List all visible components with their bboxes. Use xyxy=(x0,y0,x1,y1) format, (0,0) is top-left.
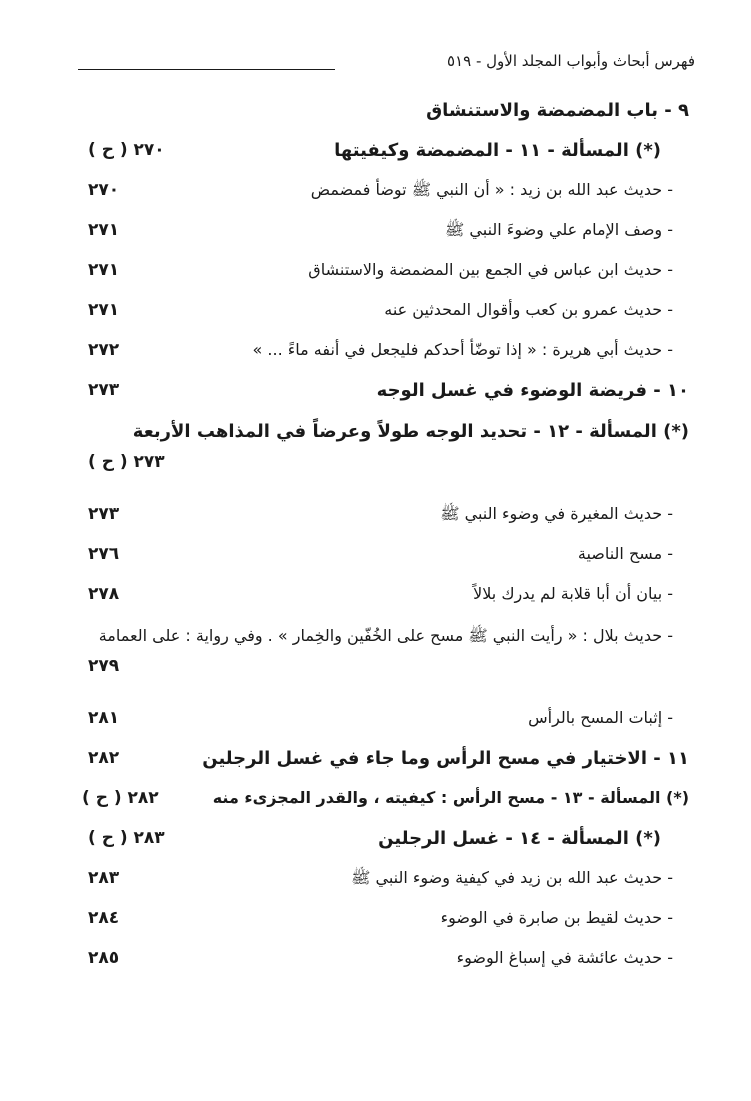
entry-text: - حديث المغيرة في وضوء النبي ﷺ xyxy=(440,504,673,523)
index-entry xyxy=(0,536,751,576)
index-entry xyxy=(0,576,751,616)
index-entry xyxy=(0,820,751,860)
index-entry xyxy=(0,616,751,700)
entry-page: ٢٧١ xyxy=(88,260,120,280)
entry-page: ٢٨٤ xyxy=(88,908,120,928)
entry-page: ٢٨٢ ( ح ) xyxy=(82,788,159,808)
entry-text: ١٠ - فريضة الوضوء في غسل الوجه xyxy=(376,380,689,401)
entry-page: ٢٨٣ xyxy=(88,868,120,888)
entry-text: - حديث أبي هريرة : « إذا توضّأ أحدكم فليجعل في أنفه ماءً ... » xyxy=(252,340,673,359)
entry-text: (*) المسألة - ١٣ - مسح الرأس : كيفيته ، والقدر المجزىء منه xyxy=(212,788,689,807)
running-header: فهرس أبحاث وأبواب المجلد الأول - ٥١٩ xyxy=(447,52,695,70)
entry-text: (*) المسألة - ١١ - المضمضة وكيفيتها xyxy=(334,140,661,161)
entry-page: ٢٧٢ xyxy=(88,340,120,360)
entry-text: (*) المسألة - ١٤ - غسل الرجلين xyxy=(378,828,661,849)
page-header xyxy=(78,52,695,82)
entry-text: - بيان أن أبا قلابة لم يدرك بلالاً xyxy=(473,584,673,603)
index-entry xyxy=(0,412,751,496)
entry-page: ٢٨١ xyxy=(88,708,120,728)
index-entry xyxy=(0,700,751,740)
index-entry xyxy=(0,900,751,940)
entry-page: ٢٧٨ xyxy=(88,584,120,604)
index-entry xyxy=(0,496,751,536)
index-entry xyxy=(0,372,751,412)
index-entry xyxy=(0,252,751,292)
index-entry xyxy=(0,172,751,212)
entry-text: - مسح الناصية xyxy=(577,544,673,563)
index-entry xyxy=(0,332,751,372)
entry-page: ٢٧٠ ( ح ) xyxy=(88,140,165,160)
entry-page: ٢٧١ xyxy=(88,220,120,240)
index-entry xyxy=(0,740,751,780)
entry-text: - حديث بلال : « رأيت النبي ﷺ مسح على الخُفّين والخِمار » . وفي رواية : على العمامة xyxy=(98,626,673,645)
index-entry xyxy=(0,132,751,172)
entry-text: ١١ - الاختيار في مسح الرأس وما جاء في غسل الرجلين xyxy=(202,748,689,769)
index-entry xyxy=(0,212,751,252)
entry-text: - حديث عمرو بن كعب وأقوال المحدثين عنه xyxy=(384,300,673,319)
entry-page: ٢٧٠ xyxy=(88,180,120,200)
header-rule xyxy=(78,69,335,70)
entry-page: ٢٧٣ xyxy=(88,380,120,400)
entry-page: ٢٧١ xyxy=(88,300,120,320)
entry-page: ٢٧٦ xyxy=(88,544,120,564)
entry-page: ٢٧٣ ( ح ) xyxy=(88,452,165,472)
entry-page: ٢٧٣ xyxy=(88,504,120,524)
entry-text: - حديث عائشة في إسباغ الوضوء xyxy=(456,948,673,967)
entry-text: - حديث عبد الله بن زيد في كيفية وضوء النبي ﷺ xyxy=(351,868,673,887)
index-entry xyxy=(0,292,751,332)
entry-text: - حديث ابن عباس في الجمع بين المضمضة والاستنشاق xyxy=(308,260,673,279)
index-entry xyxy=(0,940,751,980)
entry-page: ٢٧٩ xyxy=(88,656,120,676)
entry-text: - وصف الإمام علي وضوءَ النبي ﷺ xyxy=(444,220,673,239)
entry-text: - حديث عبد الله بن زيد : « أن النبي ﷺ توضأ فمضمض xyxy=(310,180,673,199)
index-list xyxy=(0,92,751,980)
index-entry xyxy=(0,860,751,900)
entry-page: ٢٨٥ xyxy=(88,948,120,968)
entry-page: ٢٨٣ ( ح ) xyxy=(88,828,165,848)
entry-page: ٢٨٢ xyxy=(88,748,120,768)
entry-text: ٩ - باب المضمضة والاستنشاق xyxy=(426,100,689,121)
entry-text: - حديث لقيط بن صابرة في الوضوء xyxy=(440,908,673,927)
index-entry xyxy=(0,92,751,132)
entry-text: - إثبات المسح بالرأس xyxy=(528,708,673,727)
index-entry xyxy=(0,780,751,820)
entry-text: (*) المسألة - ١٢ - تحديد الوجه طولاً وعرضاً في المذاهب الأربعة xyxy=(132,421,689,442)
